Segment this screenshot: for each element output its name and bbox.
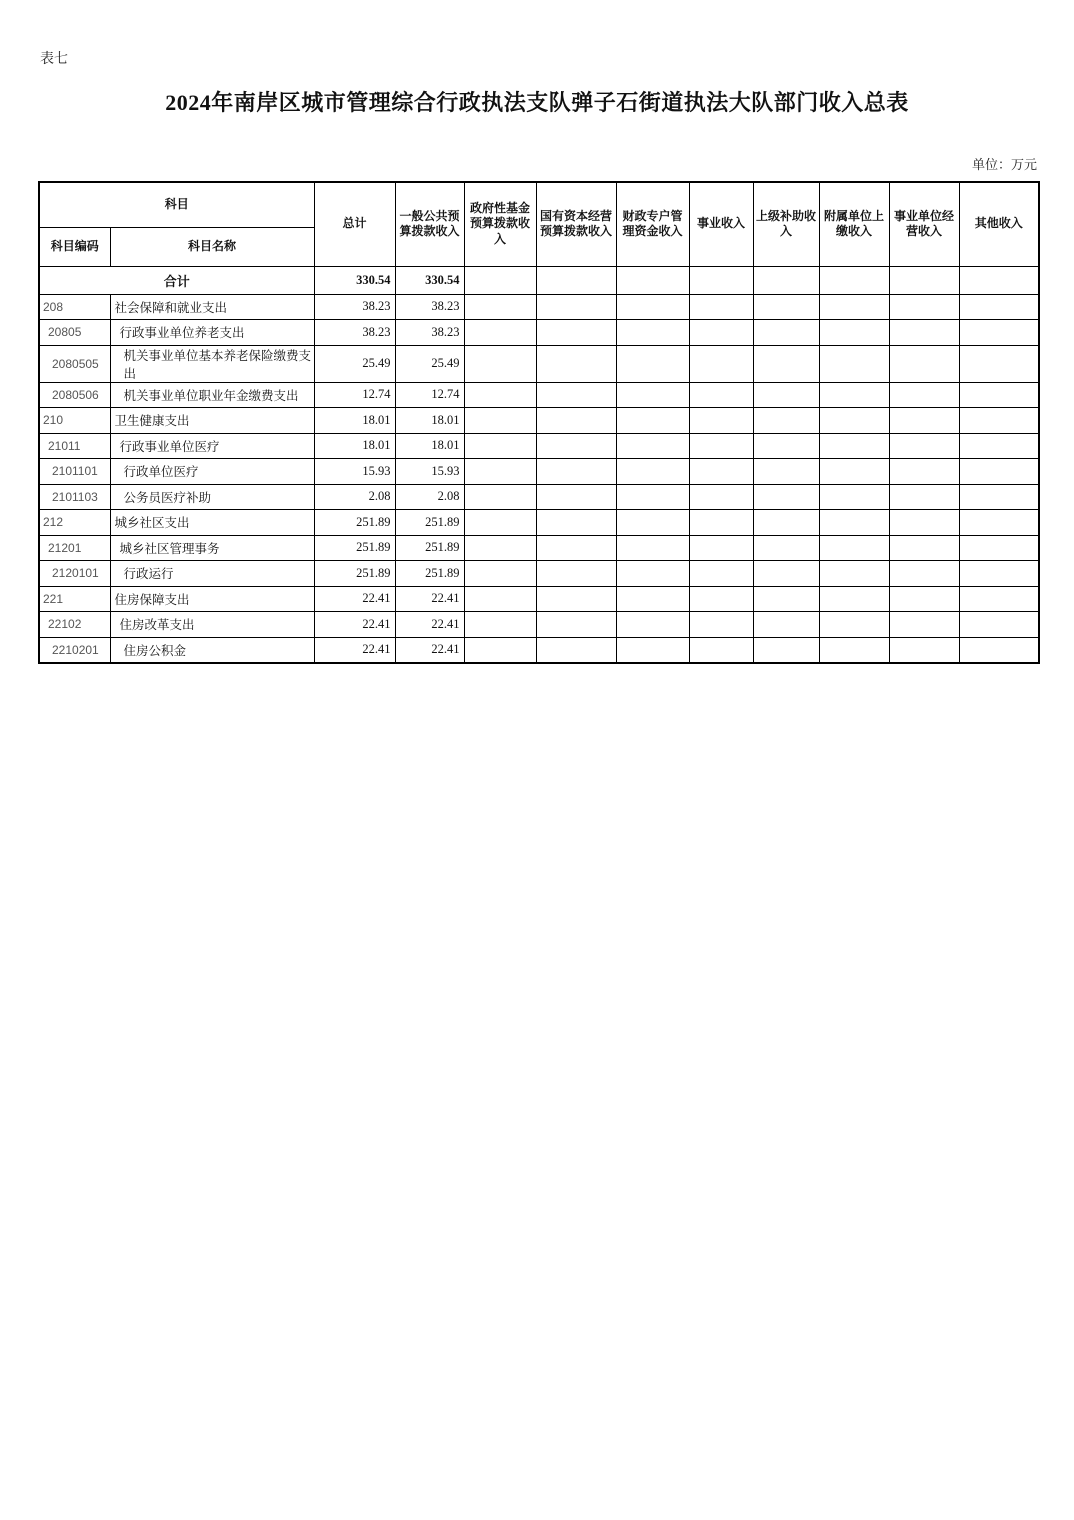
subject-code: 2080506 [39, 382, 110, 408]
value-state-capital-budget [536, 320, 616, 346]
value-fiscal-special-account [616, 320, 689, 346]
value-state-capital-budget [536, 484, 616, 510]
value-total: 18.01 [314, 433, 395, 459]
subject-code: 2101103 [39, 484, 110, 510]
value-institution-income [689, 510, 753, 536]
value-other-income [959, 266, 1039, 294]
value-general-public-budget: 22.41 [395, 586, 464, 612]
total-row [39, 266, 1039, 294]
subject-name: 卫生健康支出 [110, 408, 314, 434]
unit-note: 单位：万元 [971, 157, 1037, 172]
subject-code: 21011 [39, 433, 110, 459]
subject-code: 2120101 [39, 561, 110, 587]
table-row [39, 320, 1039, 346]
header-col-state-capital-budget: 国有资本经营预算拨款收入 [536, 182, 616, 266]
subject-name: 住房保障支出 [110, 586, 314, 612]
value-institution-income [689, 266, 753, 294]
subject-code: 2101101 [39, 459, 110, 485]
value-institution-operating [889, 459, 959, 485]
value-total: 18.01 [314, 408, 395, 434]
value-state-capital-budget [536, 612, 616, 638]
value-institution-income [689, 294, 753, 320]
subject-code: 212 [39, 510, 110, 536]
page-title: 2024年南岸区城市管理综合行政执法支队弹子石街道执法大队部门收入总表 [165, 90, 909, 115]
value-institution-operating [889, 382, 959, 408]
table-row [39, 294, 1039, 320]
value-institution-operating [889, 612, 959, 638]
header-subject-group: 科目 [39, 182, 314, 227]
value-govt-fund-budget [464, 484, 536, 510]
value-general-public-budget: 22.41 [395, 637, 464, 663]
value-institution-income [689, 586, 753, 612]
value-other-income [959, 345, 1039, 382]
value-fiscal-special-account [616, 586, 689, 612]
value-superior-subsidy [753, 382, 819, 408]
value-institution-operating [889, 484, 959, 510]
table-number-label: 表七 [40, 52, 68, 67]
value-superior-subsidy [753, 484, 819, 510]
value-general-public-budget: 15.93 [395, 459, 464, 485]
value-other-income [959, 382, 1039, 408]
table-row [39, 382, 1039, 408]
value-general-public-budget: 25.49 [395, 345, 464, 382]
table-row [39, 484, 1039, 510]
value-affiliated-remittance [819, 266, 889, 294]
value-affiliated-remittance [819, 294, 889, 320]
value-govt-fund-budget [464, 345, 536, 382]
value-general-public-budget: 251.89 [395, 561, 464, 587]
value-institution-operating [889, 345, 959, 382]
value-superior-subsidy [753, 345, 819, 382]
value-total: 2.08 [314, 484, 395, 510]
value-other-income [959, 433, 1039, 459]
value-affiliated-remittance [819, 484, 889, 510]
value-other-income [959, 294, 1039, 320]
value-general-public-budget: 38.23 [395, 320, 464, 346]
value-state-capital-budget [536, 459, 616, 485]
value-affiliated-remittance [819, 320, 889, 346]
value-state-capital-budget [536, 345, 616, 382]
table-row [39, 561, 1039, 587]
value-superior-subsidy [753, 561, 819, 587]
value-govt-fund-budget [464, 294, 536, 320]
subject-name: 住房公积金 [110, 637, 314, 663]
value-superior-subsidy [753, 266, 819, 294]
value-affiliated-remittance [819, 612, 889, 638]
value-govt-fund-budget [464, 320, 536, 346]
value-govt-fund-budget [464, 266, 536, 294]
header-col-superior-subsidy: 上级补助收入 [753, 182, 819, 266]
value-superior-subsidy [753, 510, 819, 536]
value-institution-operating [889, 433, 959, 459]
subject-code: 20805 [39, 320, 110, 346]
header-col-affiliated-remittance: 附属单位上缴收入 [819, 182, 889, 266]
subject-name: 城乡社区管理事务 [110, 535, 314, 561]
table-row [39, 612, 1039, 638]
value-institution-operating [889, 294, 959, 320]
value-fiscal-special-account [616, 266, 689, 294]
value-general-public-budget: 38.23 [395, 294, 464, 320]
value-affiliated-remittance [819, 433, 889, 459]
table-body [39, 266, 1039, 663]
subject-name: 机关事业单位职业年金缴费支出 [110, 382, 314, 408]
value-fiscal-special-account [616, 561, 689, 587]
value-other-income [959, 612, 1039, 638]
value-general-public-budget: 251.89 [395, 510, 464, 536]
value-affiliated-remittance [819, 510, 889, 536]
value-general-public-budget: 330.54 [395, 266, 464, 294]
value-affiliated-remittance [819, 561, 889, 587]
subject-code: 221 [39, 586, 110, 612]
value-fiscal-special-account [616, 484, 689, 510]
table-row [39, 408, 1039, 434]
value-fiscal-special-account [616, 345, 689, 382]
subject-name: 行政事业单位养老支出 [110, 320, 314, 346]
value-state-capital-budget [536, 637, 616, 663]
value-institution-income [689, 320, 753, 346]
value-institution-income [689, 561, 753, 587]
value-institution-operating [889, 266, 959, 294]
value-total: 22.41 [314, 586, 395, 612]
table-row [39, 459, 1039, 485]
value-affiliated-remittance [819, 586, 889, 612]
value-institution-income [689, 612, 753, 638]
value-institution-income [689, 408, 753, 434]
value-govt-fund-budget [464, 612, 536, 638]
value-affiliated-remittance [819, 535, 889, 561]
value-superior-subsidy [753, 612, 819, 638]
header-row-top [39, 182, 1039, 227]
value-fiscal-special-account [616, 433, 689, 459]
table-row [39, 433, 1039, 459]
value-institution-income [689, 535, 753, 561]
value-institution-income [689, 459, 753, 485]
value-institution-operating [889, 561, 959, 587]
value-superior-subsidy [753, 586, 819, 612]
value-institution-operating [889, 637, 959, 663]
value-general-public-budget: 12.74 [395, 382, 464, 408]
header-col-govt-fund-budget: 政府性基金预算拨款收入 [464, 182, 536, 266]
header-col-institution-operating: 事业单位经营收入 [889, 182, 959, 266]
header-col-fiscal-special-account: 财政专户管理资金收入 [616, 182, 689, 266]
value-state-capital-budget [536, 433, 616, 459]
value-state-capital-budget [536, 535, 616, 561]
subject-code: 208 [39, 294, 110, 320]
value-fiscal-special-account [616, 382, 689, 408]
value-other-income [959, 561, 1039, 587]
value-govt-fund-budget [464, 459, 536, 485]
value-affiliated-remittance [819, 382, 889, 408]
value-institution-income [689, 484, 753, 510]
subject-name: 行政单位医疗 [110, 459, 314, 485]
table-row [39, 510, 1039, 536]
subject-name: 行政运行 [110, 561, 314, 587]
subject-name: 城乡社区支出 [110, 510, 314, 536]
value-total: 330.54 [314, 266, 395, 294]
value-state-capital-budget [536, 294, 616, 320]
value-affiliated-remittance [819, 408, 889, 434]
value-fiscal-special-account [616, 637, 689, 663]
value-govt-fund-budget [464, 510, 536, 536]
value-govt-fund-budget [464, 382, 536, 408]
value-govt-fund-budget [464, 637, 536, 663]
header-col-general-public-budget: 一般公共预算拨款收入 [395, 182, 464, 266]
value-institution-operating [889, 510, 959, 536]
value-institution-income [689, 345, 753, 382]
value-general-public-budget: 18.01 [395, 433, 464, 459]
header-col-institution-income: 事业收入 [689, 182, 753, 266]
value-affiliated-remittance [819, 637, 889, 663]
value-institution-operating [889, 408, 959, 434]
subject-code: 2210201 [39, 637, 110, 663]
value-superior-subsidy [753, 320, 819, 346]
value-general-public-budget: 22.41 [395, 612, 464, 638]
table-row [39, 586, 1039, 612]
subject-code: 22102 [39, 612, 110, 638]
value-other-income [959, 637, 1039, 663]
value-govt-fund-budget [464, 561, 536, 587]
value-institution-operating [889, 320, 959, 346]
value-institution-income [689, 433, 753, 459]
value-state-capital-budget [536, 561, 616, 587]
value-fiscal-special-account [616, 510, 689, 536]
value-state-capital-budget [536, 586, 616, 612]
value-state-capital-budget [536, 408, 616, 434]
value-other-income [959, 510, 1039, 536]
header-col-other-income: 其他收入 [959, 182, 1039, 266]
value-superior-subsidy [753, 637, 819, 663]
subject-code: 2080505 [39, 345, 110, 382]
value-govt-fund-budget [464, 586, 536, 612]
value-superior-subsidy [753, 459, 819, 485]
subject-name: 住房改革支出 [110, 612, 314, 638]
header-col-total: 总计 [314, 182, 395, 266]
value-affiliated-remittance [819, 345, 889, 382]
value-other-income [959, 535, 1039, 561]
value-total: 251.89 [314, 510, 395, 536]
value-other-income [959, 320, 1039, 346]
value-total: 25.49 [314, 345, 395, 382]
value-affiliated-remittance [819, 459, 889, 485]
header-subject-code: 科目编码 [39, 227, 110, 266]
value-total: 22.41 [314, 612, 395, 638]
table-row [39, 535, 1039, 561]
value-state-capital-budget [536, 510, 616, 536]
value-total: 38.23 [314, 320, 395, 346]
value-fiscal-special-account [616, 459, 689, 485]
value-total: 38.23 [314, 294, 395, 320]
value-other-income [959, 408, 1039, 434]
value-fiscal-special-account [616, 294, 689, 320]
value-institution-operating [889, 535, 959, 561]
subject-code: 21201 [39, 535, 110, 561]
value-other-income [959, 586, 1039, 612]
subject-name: 行政事业单位医疗 [110, 433, 314, 459]
subject-name: 公务员医疗补助 [110, 484, 314, 510]
table-row [39, 637, 1039, 663]
value-institution-operating [889, 586, 959, 612]
value-total: 22.41 [314, 637, 395, 663]
subject-name: 机关事业单位基本养老保险缴费支出 [110, 345, 314, 382]
value-other-income [959, 484, 1039, 510]
value-state-capital-budget [536, 382, 616, 408]
subject-name: 社会保障和就业支出 [110, 294, 314, 320]
value-institution-income [689, 382, 753, 408]
value-govt-fund-budget [464, 535, 536, 561]
table-row [39, 345, 1039, 382]
value-fiscal-special-account [616, 535, 689, 561]
total-row-label: 合计 [39, 266, 314, 294]
header-subject-name: 科目名称 [110, 227, 314, 266]
subject-code: 210 [39, 408, 110, 434]
value-govt-fund-budget [464, 408, 536, 434]
value-total: 12.74 [314, 382, 395, 408]
value-total: 15.93 [314, 459, 395, 485]
value-superior-subsidy [753, 408, 819, 434]
value-total: 251.89 [314, 561, 395, 587]
value-general-public-budget: 2.08 [395, 484, 464, 510]
value-general-public-budget: 251.89 [395, 535, 464, 561]
value-superior-subsidy [753, 294, 819, 320]
value-institution-income [689, 637, 753, 663]
value-other-income [959, 459, 1039, 485]
value-govt-fund-budget [464, 433, 536, 459]
value-superior-subsidy [753, 433, 819, 459]
value-fiscal-special-account [616, 612, 689, 638]
value-total: 251.89 [314, 535, 395, 561]
income-summary-table [38, 181, 1040, 664]
value-superior-subsidy [753, 535, 819, 561]
value-fiscal-special-account [616, 408, 689, 434]
value-state-capital-budget [536, 266, 616, 294]
value-general-public-budget: 18.01 [395, 408, 464, 434]
